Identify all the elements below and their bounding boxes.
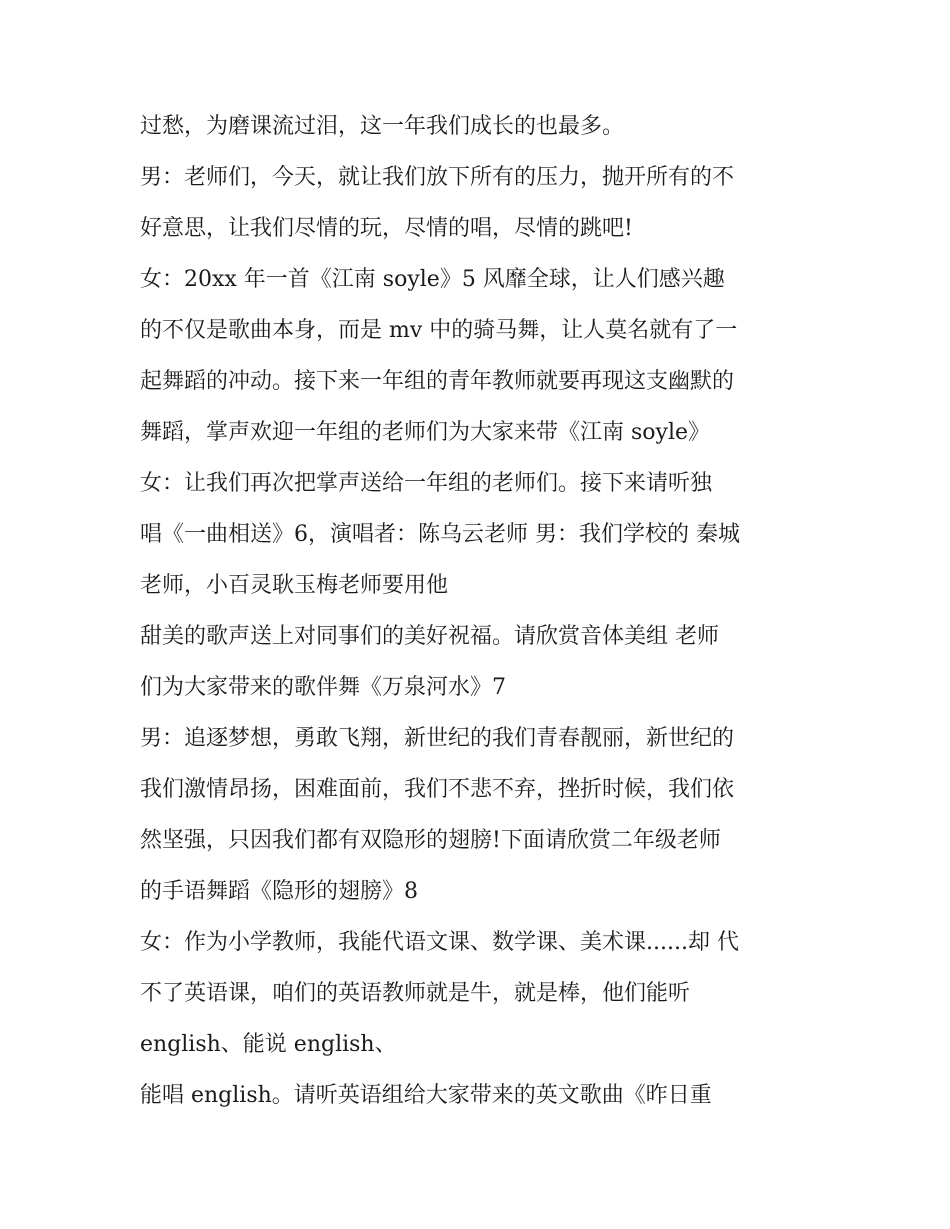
text-line: 男：老师们，今天，就让我们放下所有的压力，抛开所有的不 [140, 165, 735, 190]
text-line: 起舞蹈的冲动。接下来一年组的青年教师就要再现这支幽默的 [140, 369, 735, 394]
text-line: 女：作为小学教师，我能代语文课、数学课、美术课......却 代 [140, 930, 739, 955]
text-line: 能唱 english。请听英语组给大家带来的英文歌曲《昨日重 [140, 1083, 712, 1108]
text-line: 好意思，让我们尽情的玩，尽情的唱，尽情的跳吧! [140, 216, 633, 241]
text-line: 然坚强，只因我们都有双隐形的翅膀!下面请欣赏二年级老师 [140, 828, 721, 853]
text-line: 老师，小百灵耿玉梅老师要用他 [140, 573, 449, 598]
text-line: 舞蹈，掌声欢迎一年组的老师们为大家来带《江南 soyle》 [140, 420, 711, 445]
text-line: 不了英语课，咱们的英语教师就是牛，就是棒，他们能听 [140, 981, 691, 1006]
text-line: 女：让我们再次把掌声送给一年组的老师们。接下来请听独 [140, 471, 713, 496]
text-line: 我们激情昂扬，困难面前，我们不悲不弃，挫折时候，我们依 [140, 777, 735, 802]
text-line: 的手语舞蹈《隐形的翅膀》8 [140, 879, 418, 904]
text-line: 男：追逐梦想，勇敢飞翔，新世纪的我们青春靓丽，新世纪的 [140, 726, 735, 751]
text-line: 的不仅是歌曲本身，而是 mv 中的骑马舞，让人莫名就有了一 [140, 318, 738, 343]
text-line: 唱《一曲相送》6，演唱者：陈乌云老师 男：我们学校的 秦城 [140, 522, 740, 547]
text-line: english、能说 english、 [140, 1032, 397, 1057]
text-line: 甜美的歌声送上对同事们的美好祝福。请欣赏音体美组 老师 [140, 624, 719, 649]
text-line: 女：20xx 年一首《江南 soyle》5 风靡全球，让人们感兴趣 [140, 267, 725, 292]
text-line: 们为大家带来的歌伴舞《万泉河水》7 [140, 675, 506, 700]
text-line: 过愁，为磨课流过泪，这一年我们成长的也最多。 [140, 114, 625, 139]
document-body [140, 108, 820, 1128]
